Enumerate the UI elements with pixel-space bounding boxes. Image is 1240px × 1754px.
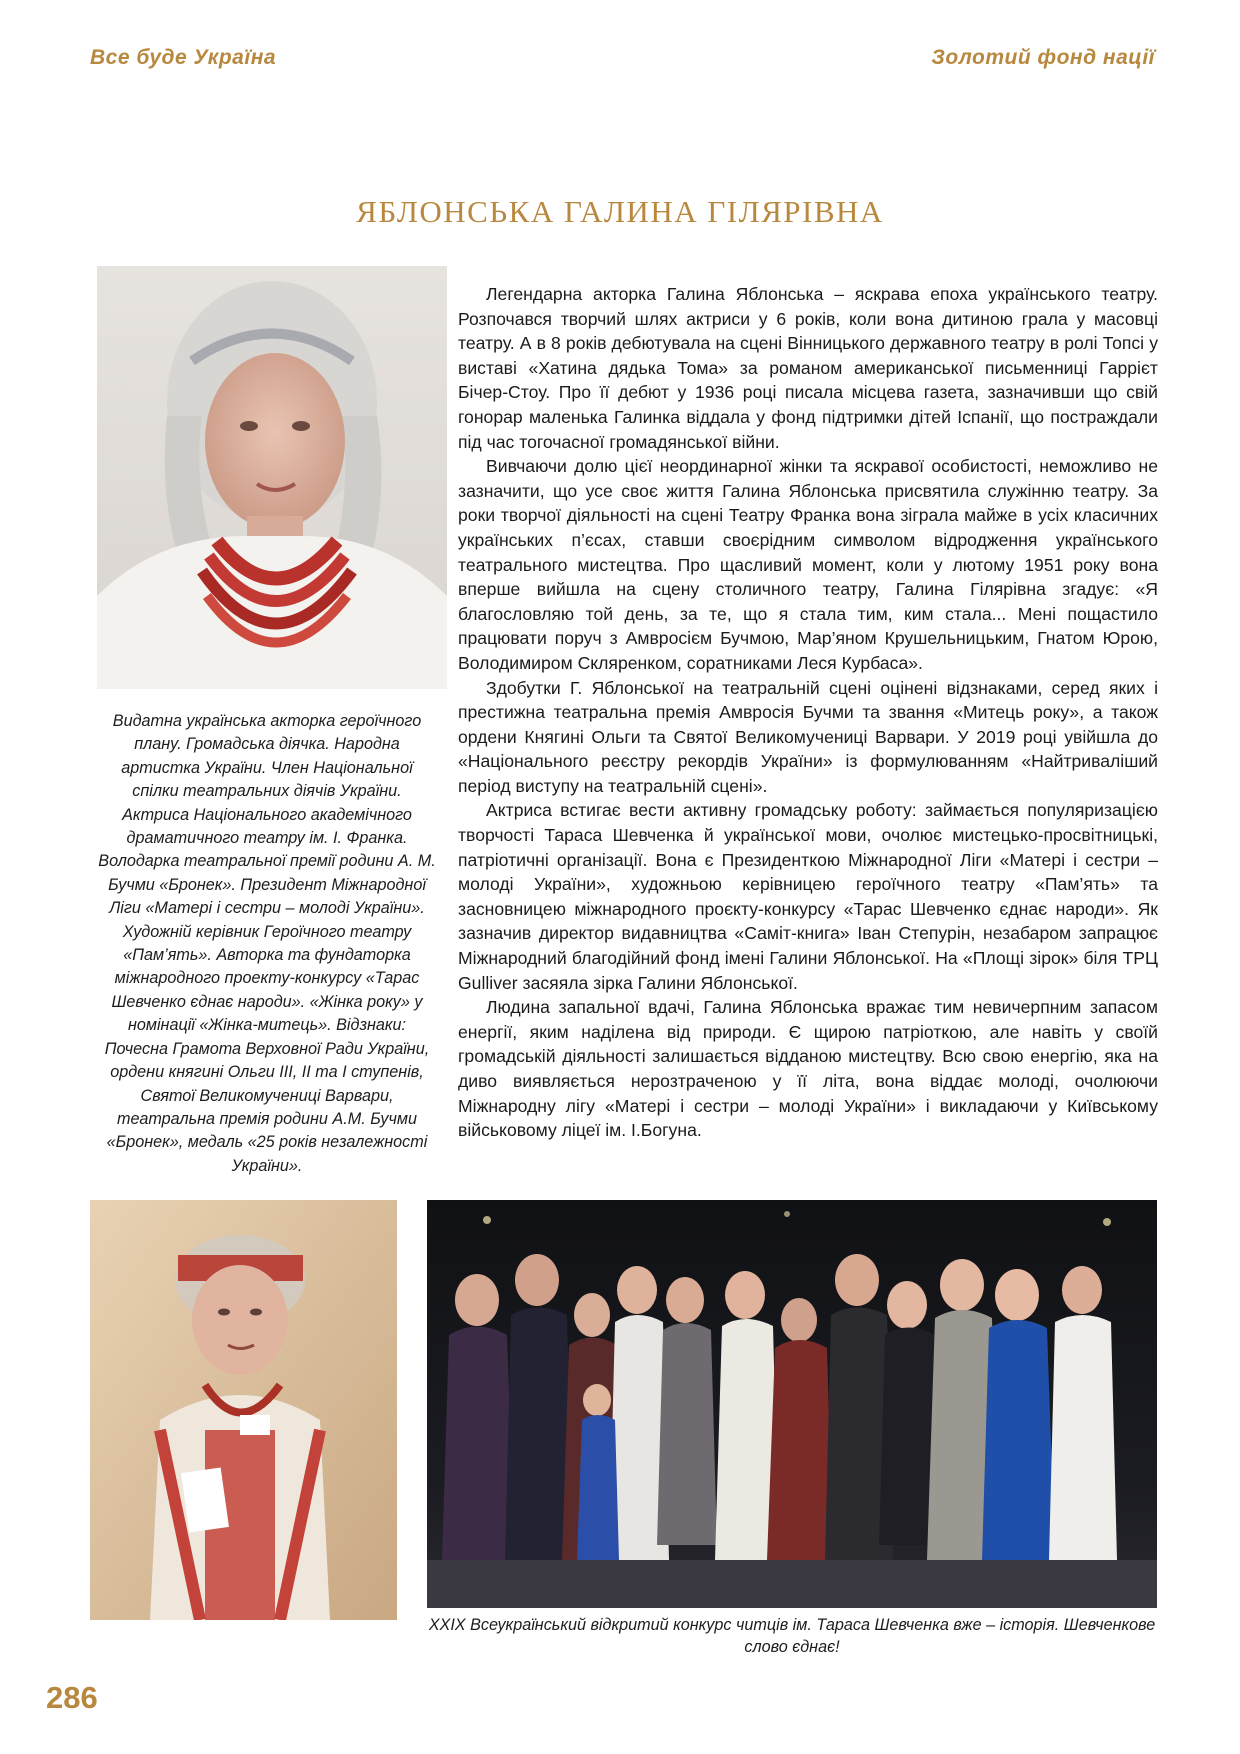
running-header-right: Золотий фонд нації bbox=[931, 46, 1155, 69]
article-title: ЯБЛОНСЬКА ГАЛИНА ГІЛЯРІВНА bbox=[356, 194, 884, 229]
standing-illustration bbox=[90, 1200, 397, 1620]
group-illustration bbox=[427, 1200, 1157, 1608]
body-paragraph: Актриса встигає вести активну громадську роботу: займається популяризацією творчості Тараса Шевченка й української мови, очолює мистецько-просвітницькі, патріотичні організації. Вона є Президенткою Міжнародної Ліги «Матері і сестри – молоді України», художньою керівницею героїчного театру «Пам’ять» та засновницею міжнародного проєкту-конкурсу «Тарас Шевченко єднає народи». Як зазначив директор видавництва «Саміт-книга» Іван Степурін, незабаром запрацює Міжнародний благодійний фонд імені Галини Яблонської. На «Площі зірок» біля ТРЦ Gulliver засяяла зірка Галини Яблонської. bbox=[458, 800, 1158, 993]
body-paragraph: Людина запальної вдачі, Галина Яблонська вражає тим невичерпним запасом енергії, яким наділена від природи. Є щирою патріоткою, але навіть у своїй громадській діяльності залишається відданою мистецтву. Всю свою енергію, яка на диво виявляється нерозтраченою у її літа, вона віддає молоді, очолюючи Міжнародну лігу «Матері і сестри – молоді України» і викладаючи у Київському військовому ліцеї ім. І.Богуна. bbox=[458, 997, 1158, 1141]
page-number: 286 bbox=[46, 1680, 98, 1715]
body-paragraph: Легендарна акторка Галина Яблонська – яскрава епоха українського театру. Розпочався творчий шлях актриси у 6 років, коли вона дитиною грала у масовці театру. А в 8 років дебютувала на сцені Вінницького державного театру в ролі Топсі у виставі «Хатина дядька Тома» за романом американської письменниці Гаррієт Бічер-Стоу. Про її дебют у 1936 році писала місцева газета, зазначивши що свій гонорар маленька Галинка віддала у фонд підтримки дітей Іспанії, що постраждали під час тогочасної громадянської війни. bbox=[458, 284, 1158, 452]
portrait-photo bbox=[97, 266, 447, 689]
group-photo bbox=[427, 1200, 1157, 1608]
body-paragraph: Вивчаючи долю цієї неординарної жінки та яскравої особистості, неможливо не зазначити, що усе своє життя Галина Яблонська присвятила служінню театру. За роки творчої діяльності на сцені Театру Франка вона зіграла майже в усіх класичних українських п’єсах, ставши своєрідним символом відродження українського театрального мистецтва. Про щасливий момент, коли у лютому 1951 року вона вперше вийшла на сцену столичного театру, Галина Гілярівна згадує: «Я благословляю той день, за те, що я стала тим, ким стала... Мені пощастило працювати поруч з Амвросієм Бучмою, Мар’яном Крушельницьким, Гнатом Юрою, Володимиром Скляренком, соратниками Леся Курбаса». bbox=[458, 456, 1158, 673]
running-header-left: Все буде Україна bbox=[90, 46, 277, 69]
standing-photo bbox=[90, 1200, 397, 1620]
portrait-illustration bbox=[97, 266, 447, 689]
group-photo-caption: XXIX Всеукраїнський відкритий конкурс читців ім. Тараса Шевченка вже – історія. Шевченкове слово єднає! bbox=[428, 1616, 1156, 1656]
portrait-caption: Видатна українська акторка героїчного плану. Громадська діячка. Народна артистка України. Член Національної спілки театральних діячів України. Актриса Національного академічного драматичного театру ім. І. Франка. Володарка театральної премії родини А. М. Бучми «Бронек». Президент Міжнародної Ліги «Матері і сестри – молоді України». Художній керівник Героїчного театру «Пам’ять». Авторка та фундаторка міжнародного проекту-конкурсу «Тарас Шевченко єднає народи». «Жінка року» у номінації «Жінка-митець». Відзнаки: Почесна Грамота Верховної Ради України, ордени княгині Ольги ІІІ, ІІ та І ступенів, Святої Великомучениці Варвари, театральна премія родини А.М. Бучми «Бронек», медаль «25 років незалежності України». bbox=[98, 712, 436, 1175]
article-body bbox=[458, 282, 1158, 1143]
body-paragraph: Здобутки Г. Яблонської на театральній сцені оцінені відзнаками, серед яких і престижна театральна премія Амвросія Бучми та звання «Митець року», а також ордени Княгині Ольги та Святої Великомучениці Варвари. У 2019 році увійшла до «Національного реєстру рекордів України» із формулюванням «Найтриваліший період виступу на театральній сцені». bbox=[458, 677, 1158, 796]
